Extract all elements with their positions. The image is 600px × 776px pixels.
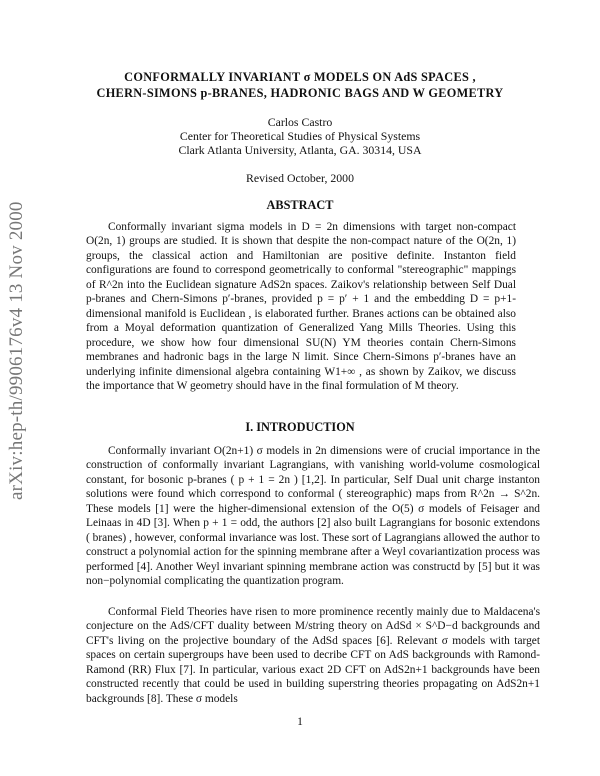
abstract-text: Conformally invariant sigma models in D = 2n dimensions with target non-compact O(2n, 1) groups are studied. It is shown that despite the non-compact nature of the O(2n, 1) groups, the classical action and Hamiltonian are positive definite. Instanton field configurations are found to correspond geometrically to conformal "stereographic" mappings of R^2n into the Euclidean signature AdS2n spaces. Zaikov's relationship between Self Dual p-branes and Chern-Simons p′-branes, provided p = p′ + 1 and the embedding D = p+1-dimensional manifold is Euclidean , is elaborated further. Branes actions can be obtained also from a Moyal deformation quantization of Generalized Yang Mills Theories. Using this procedure, we show how four dimensional SU(N) YM theories contain Chern-Simons membranes and hadronic bags in the large N limit. Since Chern-Simons p′-branes have an underlying infinite dimensional algebra containing W1+∞ , as shown by Zaikov, we discuss the importance that W geometry should have in the final formulation of M theory. <box>86 221 516 392</box>
abstract-body <box>86 220 516 393</box>
intro-heading: I. INTRODUCTION <box>245 420 355 434</box>
title-line-1: CONFORMALLY INVARIANT σ MODELS ON AdS SPACES , <box>124 70 476 84</box>
title-line-2: CHERN-SIMONS p-BRANES, HADRONIC BAGS AND W GEOMETRY <box>96 86 504 100</box>
intro-paragraph-2-text: Conformal Field Theories have risen to more prominence recently mainly due to Maldacena's conjecture on the AdS/CFT duality between M/string theory on AdSd × S^D−d backgrounds and CFT's living on the projective boundary of the AdSd spaces [6]. Relevant σ models with target spaces on certain supergroups have been used to decribe CFT on AdS backgrounds with Ramond-Ramond (RR) Flux [7]. In particular, various exact 2D CFT on AdS2n+1 backgrounds have been constructed recently that could be used in building superstring theories propagating on AdS2n+1 backgrounds [8]. These σ models <box>86 606 540 705</box>
intro-paragraph-2 <box>86 605 540 706</box>
author: Carlos Castro <box>267 115 333 129</box>
arxiv-stamp: arXiv:hep-th/9906176v4 13 Nov 2000 <box>6 201 27 500</box>
affiliation-1: Center for Theoretical Studies of Physical Systems <box>179 129 421 143</box>
revised-date: Revised October, 2000 <box>246 171 354 185</box>
intro-paragraph-1-text: Conformally invariant O(2n+1) σ models in 2n dimensions were of crucial importance in the construction of conformally invariant Lagrangians, with vanishing world-volume cosmological constant, for bosonic p-branes ( p + 1 = 2n ) [1,2]. In particular, Self Dual unit charge instanton solutions were found which correspond to conformal ( stereographic) maps from R^2n → S^2n. These models [1] were the higher-dimensional extension of the O(5) σ models of Feisager and Leinaas in 4D [3]. When p + 1 = odd, the authors [2] also built Lagrangians for bosonic extendons ( branes) , however, conformal invariance was lost. These sort of Lagrangians allowed the author to construct a polynomial action for the spinning membrane after a Weyl covariantization process was performed [4]. Another Weyl invariant spinning membrane action was constructd by [5] but it was non−polynomial complicating the quantization program. <box>86 445 540 588</box>
affiliation-2: Clark Atlanta University, Atlanta, GA. 30314, USA <box>178 143 422 157</box>
abstract-heading: ABSTRACT <box>266 198 334 212</box>
intro-paragraph-1 <box>86 444 540 589</box>
page-number: 1 <box>297 716 303 728</box>
